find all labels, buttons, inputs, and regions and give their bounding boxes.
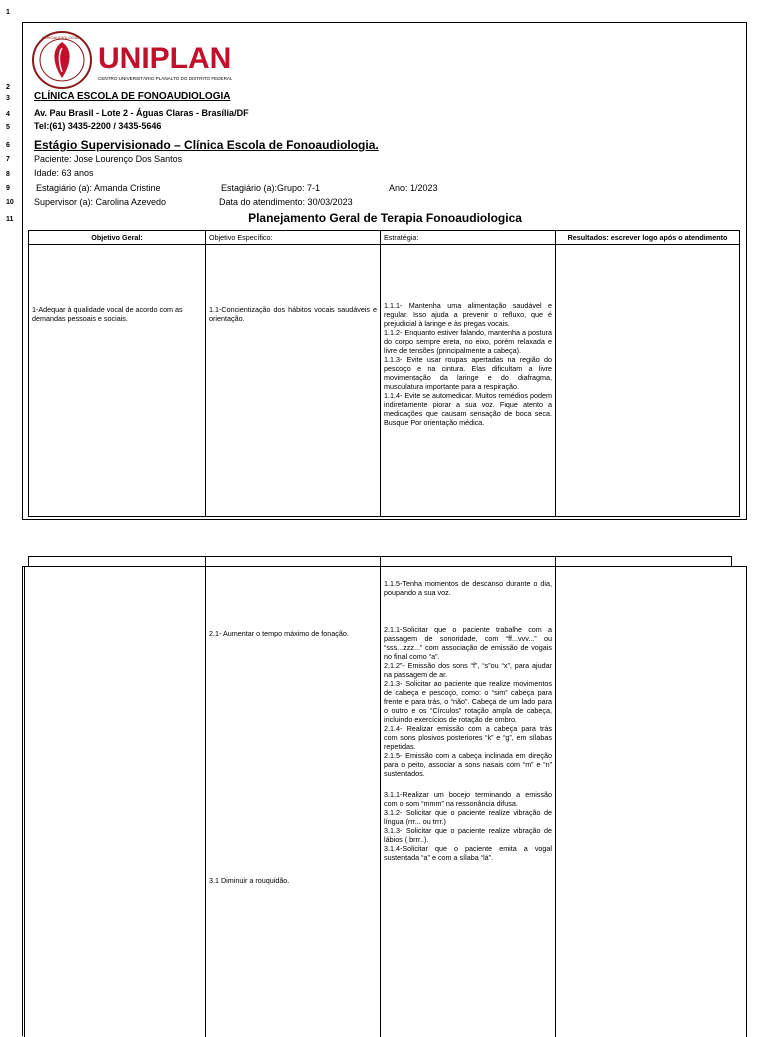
plan-title: Planejamento Geral de Terapia Fonoaudiologica [248,211,522,225]
logo-seal-text: FONOAUDIOLOGIA [42,35,79,40]
line-number: 4 [6,111,10,118]
patient-name: Paciente: Jose Lourenço Dos Santos [34,154,183,164]
results-cell [556,567,747,1037]
attendance-date: Data do atendimento: 30/03/2023 [219,197,353,207]
strategy-cell [381,567,556,1037]
line-number: 8 [6,171,10,178]
clinic-name: CLÍNICA ESCOLA DE FONOAUDIOLOGIA [34,91,231,102]
clinic-phone: Tel:(61) 3435-2200 / 3435-5646 [34,121,162,131]
logo-subtitle: CENTRO UNIVERSITÁRIO PLANALTO DO DISTRITO FEDERAL [98,76,232,81]
header-specific-objective: Objetivo Específico: [206,231,381,245]
strategy-2: 2.1.1-Solicitar que o paciente trabalhe com a passagem de sonoridade, com “ff...vvv...” ou “sss...zzz...” com associação de emissão de vogais no final como “a”. 2.1.2”- Emissão dos sons “f”, “s”ou “x”, para ajudar na passagem de ar. 2.1.3- Solicitar ao paciente que realize movimentos de cabeça e pescoço, como: o “sim” cabeça para frente e para trás, o “não”. Cabeça de um lado para o outro e os “Círculos” rotação ampla de cabeça, incluindo exercícios de rotação de ombro. 2.1.4- Realizar emissão com a cabeça para trás com sons plosivos posteriores “k” e “g”, em sílabas repetidas. 2.1.5- Emissão com a cabeça inclinada em direção para o peito, associar a sons nasais com “m” e “n” sustentados. [384,625,552,778]
strip-cell [29,557,206,567]
therapy-plan-table-continued [24,566,747,1037]
strip-cell [206,557,381,567]
header-results: Resultados: escrever logo após o atendimento [556,231,740,245]
strip-cell [556,557,732,567]
uniplan-logo [32,30,232,90]
line-number: 6 [6,142,10,149]
specific-objective-cell: 1.1-Concientização dos hábitos vocais saudáveis e orientação. [206,245,381,517]
line-number: 2 [6,84,10,91]
table-row [29,245,740,517]
therapy-plan-table [28,230,740,517]
strategy-1-1-5: 1.1.5-Tenha momentos de descanso durante o dia, poupando a sua voz. [384,579,552,597]
intern-name: Estagiário (a): Amanda Cristine [36,183,161,193]
specific-objective-3: 3.1 Diminuir a rouquidão. [209,876,290,885]
strip-cell [381,557,556,567]
supervisor-name: Supervisor (a): Carolina Azevedo [34,197,167,207]
table-header-row [29,231,740,245]
logo-seal-icon [32,30,232,90]
specific-objective-cell [206,567,381,1037]
patient-age: Idade: 63 anos [34,168,94,178]
results-cell [556,245,740,517]
year: Ano: 1/2023 [389,183,438,193]
header-strategy: Estratégia: [381,231,556,245]
clinic-address: Av. Pau Brasil - Lote 2 - Águas Claras - Brasília/DF [34,108,249,118]
general-objective-cell [25,567,206,1037]
general-objective-cell: 1-Adequar à qualidade vocal de acordo com as demandas pessoais e sociais. [29,245,206,517]
line-number: 11 [6,216,14,223]
internship-title: Estágio Supervisionado – Clínica Escola de Fonoaudiologia. [34,138,379,152]
line-number: 9 [6,185,10,192]
intern-group: Estagiário (a):Grupo: 7-1 [221,183,321,193]
line-number: 3 [6,95,10,102]
line-number: 10 [6,199,14,206]
table-row [25,567,747,1037]
specific-objective-2: 2.1- Aumentar o tempo máximo de fonação. [209,629,349,638]
line-number: 1 [6,9,10,16]
logo-name: UNIPLAN [98,42,232,75]
line-number: 7 [6,156,10,163]
header-general-objective: Objetivo Geral: [29,231,206,245]
line-number: 5 [6,124,10,131]
strategy-3: 3.1.1-Realizar um bocejo terminando a emissão com o som “mmm” na ressonância difusa. 3.1.2- Solicitar que o paciente realize vibração de língua (rrr... ou trrr.) 3.1.3- Solicitar que o paciente realize vibração de lábios ( brrr..). 3.1.4-Solicitar que o paciente emita a vogal sustentada “a” e com a sílaba “lá”. [384,790,552,862]
strategy-cell: 1.1.1- Mantenha uma alimentação saudável e regular. Isso ajuda a prevenir o refluxo, que é prejudicial à laringe e às pregas vocais. 1.1.2- Enquanto estiver falando, mantenha a postura do corpo sempre ereta, no eixo, porém relaxada e livre de tensões (principalmente a cabeça). 1.1.3- Evite usar roupas apertadas na região do pescoço e na cintura. Elas dificultam a livre movimentação da laringe e do diafragma, musculatura importante para a respiração. 1.1.4- Evite se automedicar. Muitos remédios podem indiretamente piorar a sua voz. Fique atento a medicações que causam sensação de boca seca. Busque Por orientação médica. [381,245,556,517]
